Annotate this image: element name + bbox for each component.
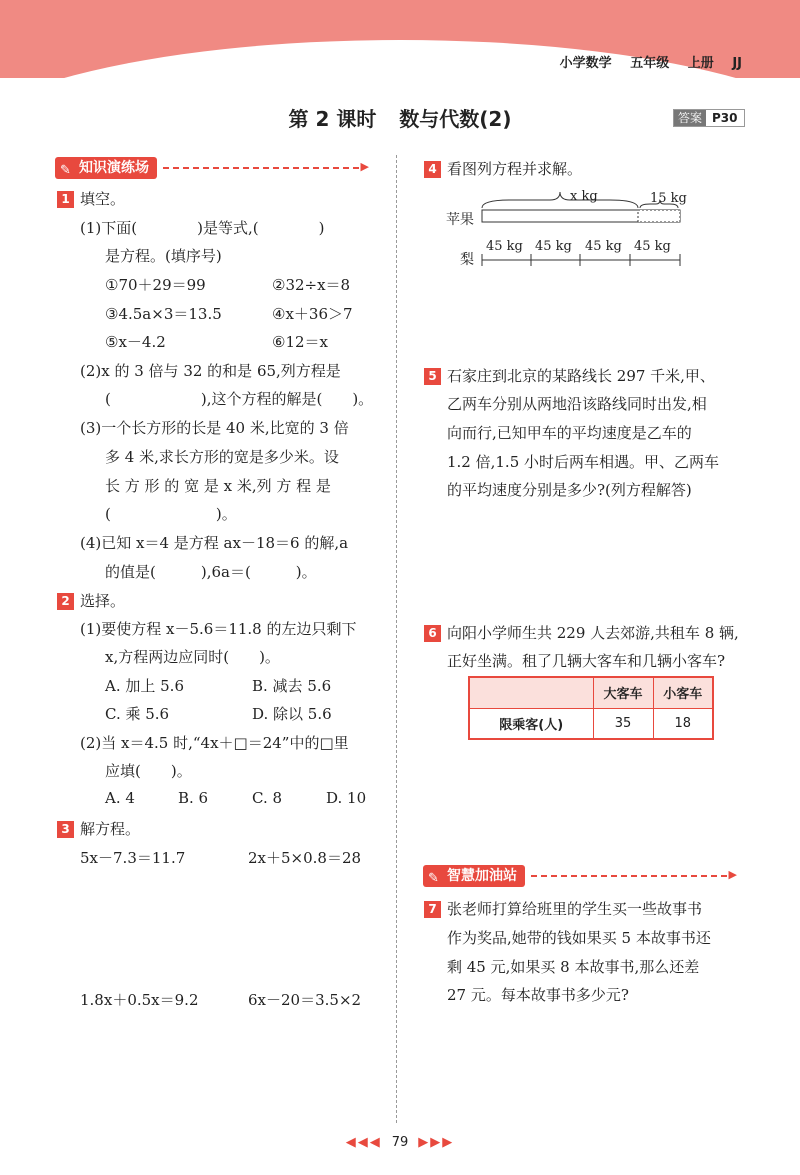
left-arrows-icon: ◀◀◀ [345,1135,382,1150]
x-brace [482,192,638,208]
q3-title-text: 解方程。 [80,820,141,838]
lesson-topic: 数与代数(2) [399,107,512,131]
q3-equation: 2x＋5×0.8＝28 [248,849,362,867]
header-meta [546,52,742,71]
pear-seg-label: 45 kg [535,239,572,254]
q2-option: A. 加上 5.6 [105,677,184,695]
apple-extra-bar [638,210,680,222]
q1-option: ⑥12＝x [272,333,328,351]
q2-p2-line1: (2)当 x＝4.5 时,“4x＋□＝24”中的□里 [80,734,349,752]
q7-number: 7 [424,901,441,918]
section-wisdom [423,864,727,888]
answer-page: P30 [712,111,738,125]
section-practice-label: 知识演练场 [79,160,149,176]
q1-option: ①70＋29＝99 [105,276,206,294]
q2-number: 2 [57,593,74,610]
pear-seg-label: 45 kg [585,239,622,254]
table-cell: 18 [653,708,713,739]
q2-option: D. 除以 5.6 [252,705,332,723]
q2-p1-line2: x,方程两边应同时( )。 [105,648,280,666]
pear-seg-label: 45 kg [634,239,671,254]
section-practice-line [163,167,359,169]
section-wisdom-label: 智慧加油站 [447,868,517,884]
q7-text: 张老师打算给班里的学生买一些故事书 [447,900,703,918]
q3-equation: 6x－20＝3.5×2 [248,991,362,1009]
answer-tag [673,109,745,127]
q1-p1-line1: (1)下面( )是等式,( ) [80,219,325,237]
q1-p3-line4: ( )。 [105,505,237,523]
q6-number: 6 [424,625,441,642]
extra-kg-label: 15 kg [650,191,687,206]
q1-option: ②32÷x＝8 [272,276,351,294]
q2-option: D. 10 [326,789,367,807]
section-practice [55,156,359,180]
q3-title [57,818,140,839]
q6-line: 正好坐满。租了几辆大客车和几辆小客车? [447,652,726,670]
q2-option: B. 6 [178,789,209,807]
pen-icon: ✎ [428,871,439,886]
q7-line: 作为奖品,她带的钱如果买 5 本故事书还 [447,929,711,947]
q1-title-text: 填空。 [80,190,126,208]
q1-p3-line1: (3)一个长方形的长是 40 米,比宽的 3 倍 [80,419,349,437]
section-practice-badge [55,157,157,179]
pear-label: 梨 [460,252,474,268]
q6-text: 向阳小学师生共 229 人去郊游,共租车 8 辆, [447,624,739,642]
section-wisdom-line [531,875,727,877]
q5-text: 石家庄到北京的某路线长 297 千米,甲、 [447,367,715,385]
q2-option: B. 减去 5.6 [252,677,332,695]
pear-seg-label: 45 kg [486,239,523,254]
lesson-number: 第 2 课时 [288,107,377,131]
column-divider [396,155,397,1123]
table-header: 大客车 [593,677,653,708]
page-footer [0,1135,800,1150]
q3-number: 3 [57,821,74,838]
header-subject: 小学数学 [559,56,612,71]
q1-p3-line2: 多 4 米,求长方形的宽是多少米。设 [105,448,339,466]
q4-number: 4 [424,161,441,178]
q4-bar-diagram [440,182,700,272]
q7-line: 剩 45 元,如果买 8 本故事书,那么还差 [447,958,700,976]
q6-line [424,622,739,643]
q5-number: 5 [424,368,441,385]
q2-option: A. 4 [105,789,135,807]
q2-option: C. 乘 5.6 [105,705,170,723]
q5-line [424,365,715,386]
q1-option: ⑤x－4.2 [105,333,166,351]
q1-p2-line2: ( ),这个方程的解是( )。 [105,390,374,408]
page-number: 79 [391,1135,409,1150]
q1-number: 1 [57,191,74,208]
q5-line: 向而行,已知甲车的平均速度是乙车的 [447,424,692,442]
capacity-table [468,676,714,740]
q3-equation: 5x－7.3＝11.7 [80,849,186,867]
pen-icon: ✎ [60,163,71,178]
q1-p2-line1: (2)x 的 3 倍与 32 的和是 65,列方程是 [80,362,341,380]
q1-p1-line2: 是方程。(填序号) [105,247,222,265]
q1-p4-line2: 的值是( ),6a＝( )。 [105,563,317,581]
header-volume: 上册 [687,56,714,71]
table-cell: 35 [593,708,653,739]
table-corner [469,677,593,708]
right-arrows-icon: ▶▶▶ [418,1135,455,1150]
q1-title [57,188,125,209]
q5-line: 乙两车分别从两地沿该路线同时出发,相 [447,395,707,413]
answer-label: 答案 [674,110,706,126]
q7-line [424,898,702,919]
header-edition: JJ [732,56,742,71]
q1-option: ④x＋36＞7 [272,305,353,323]
x-kg-label: x kg [570,189,598,204]
q2-title-text: 选择。 [80,592,126,610]
q3-equation: 1.8x＋0.5x＝9.2 [80,991,199,1009]
q4-title-text: 看图列方程并求解。 [447,160,583,178]
table-header: 小客车 [653,677,713,708]
section-wisdom-badge [423,865,525,887]
table-row-label: 限乘客(人) [469,708,593,739]
q1-p4-line1: (4)已知 x＝4 是方程 ax－18＝6 的解,a [80,534,349,552]
q5-line: 1.2 倍,1.5 小时后两车相遇。甲、乙两车 [447,453,720,471]
q1-p3-line3: 长 方 形 的 宽 是 x 米,列 方 程 是 [105,477,331,495]
q2-p2-line2: 应填( )。 [105,762,192,780]
header-grade: 五年级 [630,56,670,71]
q5-line: 的平均速度分别是多少?(列方程解答) [447,481,692,499]
q2-option: C. 8 [252,789,283,807]
q4-title [424,158,582,179]
q1-option: ③4.5a×3＝13.5 [105,305,222,323]
apple-label: 苹果 [446,212,474,228]
q7-line: 27 元。每本故事书多少元? [447,986,629,1004]
q2-title [57,590,125,611]
q2-p1-line1: (1)要使方程 x－5.6＝11.8 的左边只剩下 [80,620,357,638]
